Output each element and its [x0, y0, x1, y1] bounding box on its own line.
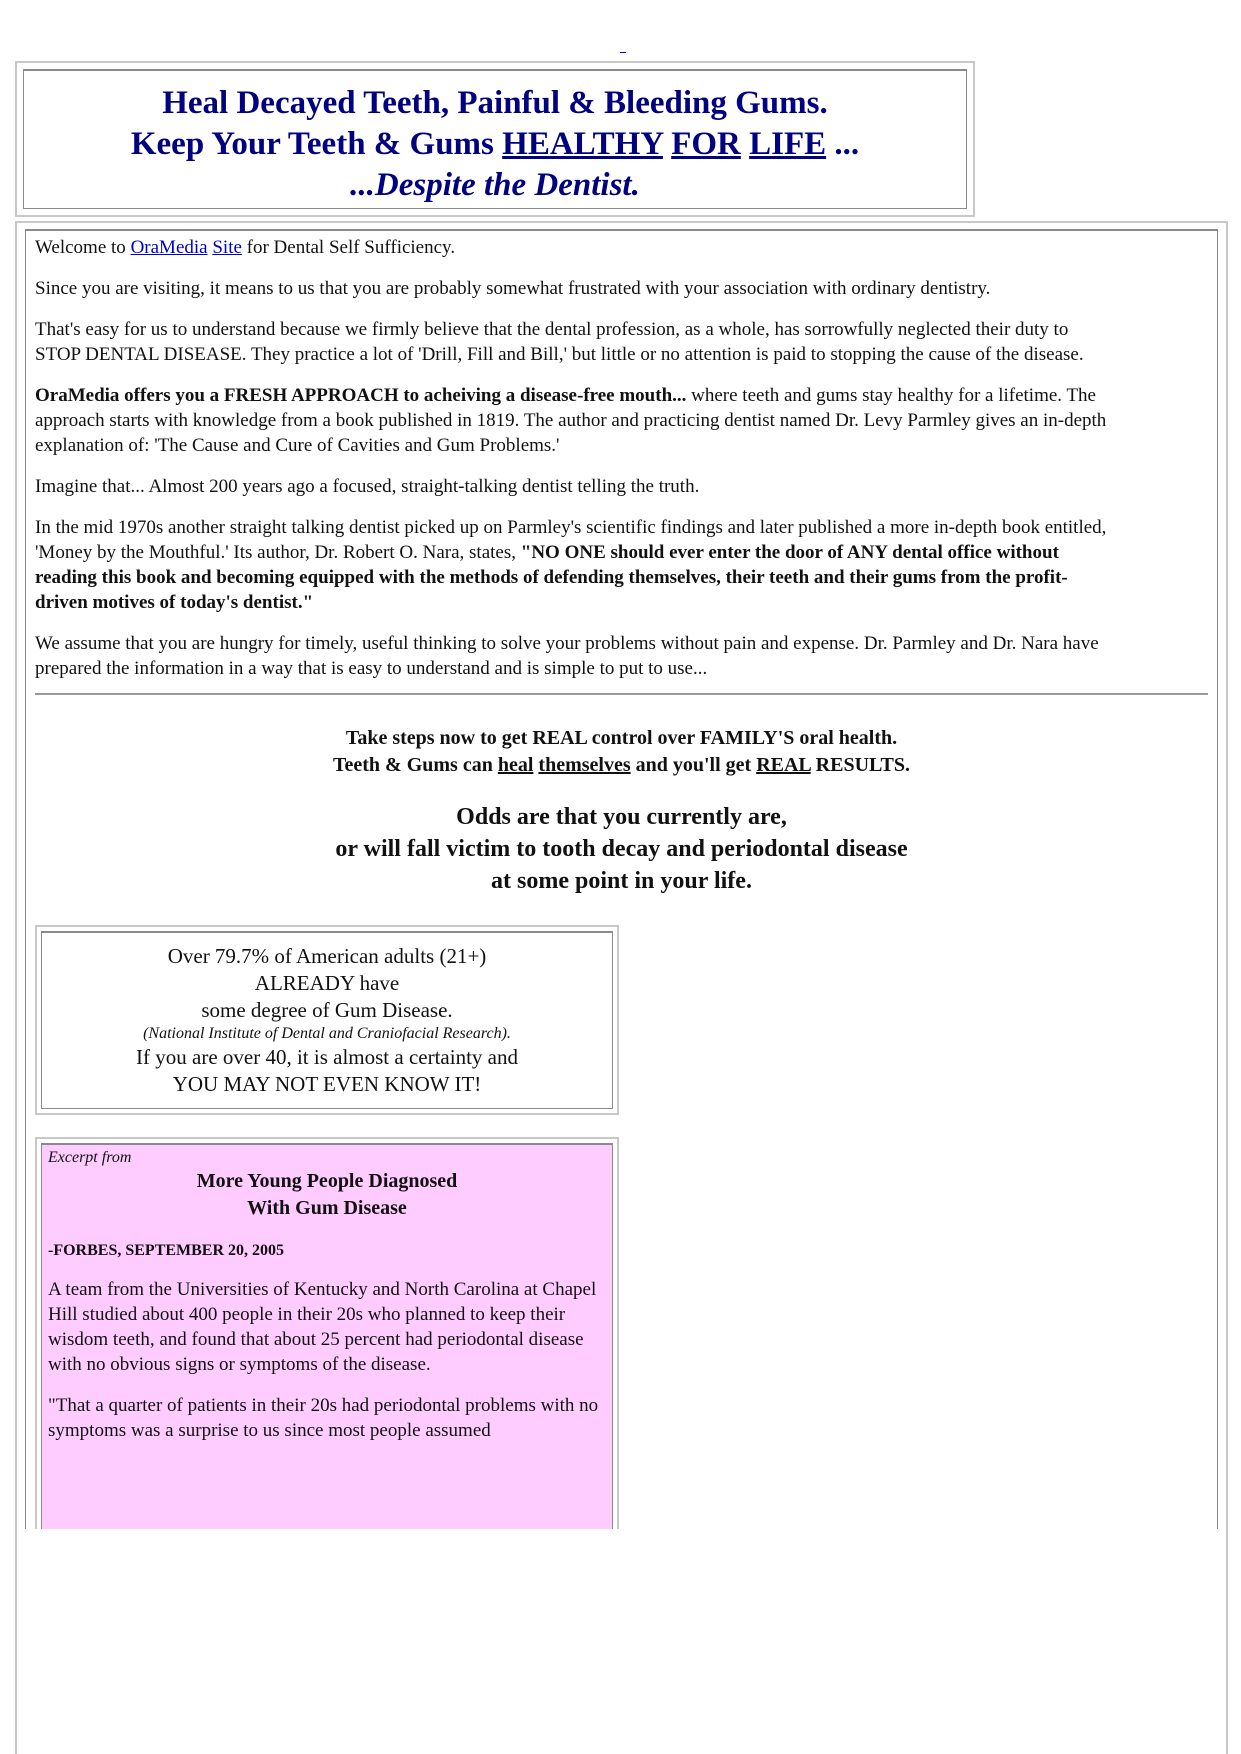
forbes-excerpt-box [35, 1137, 619, 1529]
cta-line-2-a: Teeth & Gums can [333, 754, 493, 776]
headline-line-2-prefix: Keep Your Teeth & Gums [130, 126, 494, 162]
profession-paragraph: That's easy for us to understand because we firmly believe that the dental profession, as a whole, has sorrowfully neglected their duty to STOP DENTAL DISEASE. They practice a lot of 'Drill, Fill and Bill,' but little or no attention is paid to stopping the cause of the disease. [35, 319, 1084, 365]
cta-line-2-c: RESULTS. [815, 754, 910, 776]
odds-line-3: at some point in your life. [491, 868, 752, 894]
main-content [25, 229, 1218, 1529]
headline-word-for: FOR [671, 126, 741, 162]
headline-word-healthy: HEALTHY [502, 126, 663, 162]
cta-line-1: Take steps now to get REAL control over FAMILY'S oral health. [345, 727, 898, 749]
cta-real: REAL [756, 754, 811, 776]
fresh-approach-paragraph [35, 383, 1110, 458]
fresh-approach-rest: where teeth and gums stay healthy for a lifetime. The approach starts with knowledge from a book published in 1819. The author and practicing dentist named Dr. Levy Parmley gives an in-depth explanation of: 'The Cause and Cure of Cavities and Gum Problems.' [35, 385, 1107, 456]
welcome-suffix: for Dental Self Sufficiency. [246, 237, 456, 258]
stat-line-2: ALREADY have [254, 971, 400, 995]
nara-quote: "NO ONE should ever enter the door of ANY dental office without reading this book and becoming equipped with the methods of defending themselves, their teeth and their gums from the profit-driven motives of today's dentist." [35, 542, 1068, 613]
cta-heal: heal [497, 754, 534, 776]
visiting-paragraph: Since you are visiting, it means to us that you are probably somewhat frustrated with your association with ordinary dentistry. [35, 278, 991, 299]
imagine-paragraph: Imagine that... Almost 200 years ago a focused, straight-talking dentist telling the truth. [35, 476, 700, 497]
section-divider [35, 693, 1208, 695]
odds-line-1: Odds are that you currently are, [456, 804, 787, 830]
stat-box-inner [41, 931, 613, 1109]
stat-line-5: YOU MAY NOT EVEN KNOW IT! [172, 1072, 482, 1096]
welcome-paragraph [35, 235, 1110, 260]
stat-line-1: Over 79.7% of American adults (21+) [167, 944, 487, 968]
headline-line-1: Heal Decayed Teeth, Painful & Bleeding Gums. [162, 85, 828, 121]
main-content-frame [15, 221, 1228, 1754]
gum-disease-stat-box [35, 925, 619, 1115]
excerpt-source: -FORBES, SEPTEMBER 20, 2005 [48, 1242, 285, 1259]
site-link[interactable]: Site [212, 237, 242, 258]
odds-line-2: or will fall victim to tooth decay and periodontal disease [335, 836, 908, 862]
hungry-paragraph: We assume that you are hungry for timely, useful thinking to solve your problems without pain and expense. Dr. Parmley and Dr. Nara have prepared the information in a way that is easy to understand and is simple to put to use... [35, 633, 1099, 679]
headline-line-2 [24, 124, 966, 165]
excerpt-paragraph-2: "That a quarter of patients in their 20s had periodontal problems with no symptoms was a surprise to us since most people assumed [48, 1395, 599, 1441]
nara-intro: In the mid 1970s another straight talking dentist picked up on Parmley's scientific findings and later published a more in-depth book entitled, 'Money by the Mouthful.' Its author, Dr. Robert O. Nara, states, [35, 517, 1107, 563]
oramedia-link[interactable]: OraMedia [130, 237, 208, 258]
excerpt-inner [41, 1143, 613, 1529]
headline-word-life: LIFE [749, 126, 827, 162]
header-banner [15, 61, 975, 217]
stat-line-4: If you are over 40, it is almost a certainty and [136, 1045, 518, 1069]
welcome-prefix: Welcome to [35, 237, 126, 258]
stat-source: (National Institute of Dental and Craniofacial Research). [143, 1025, 511, 1042]
odds-block [35, 801, 1208, 897]
excerpt-title-line-2: With Gum Disease [247, 1197, 407, 1219]
excerpt-title-line-1: More Young People Diagnosed [196, 1170, 458, 1192]
excerpt-paragraph-1: A team from the Universities of Kentucky and North Carolina at Chapel Hill studied about 400 people in their 20s who planned to keep their wisdom teeth, and found that about 25 percent had periodontal disease with no obvious signs or symptoms of the disease. [48, 1279, 597, 1375]
headline-line-2-suffix: ... [834, 126, 860, 162]
cta-line-2-b: and you'll get [635, 754, 752, 776]
top-anchor-link[interactable] [620, 36, 626, 53]
headline-line-3: ...Despite the Dentist. [350, 167, 640, 203]
call-to-action [35, 725, 1208, 897]
cta-themselves: themselves [538, 754, 631, 776]
fresh-approach-bold: OraMedia offers you a FRESH APPROACH to acheiving a disease-free mouth... [35, 385, 687, 406]
header-banner-inner [23, 69, 967, 209]
cta-line-2 [35, 752, 1208, 779]
excerpt-lead: Excerpt from [48, 1149, 132, 1166]
stat-line-3: some degree of Gum Disease. [201, 998, 453, 1022]
nara-paragraph [35, 515, 1110, 615]
